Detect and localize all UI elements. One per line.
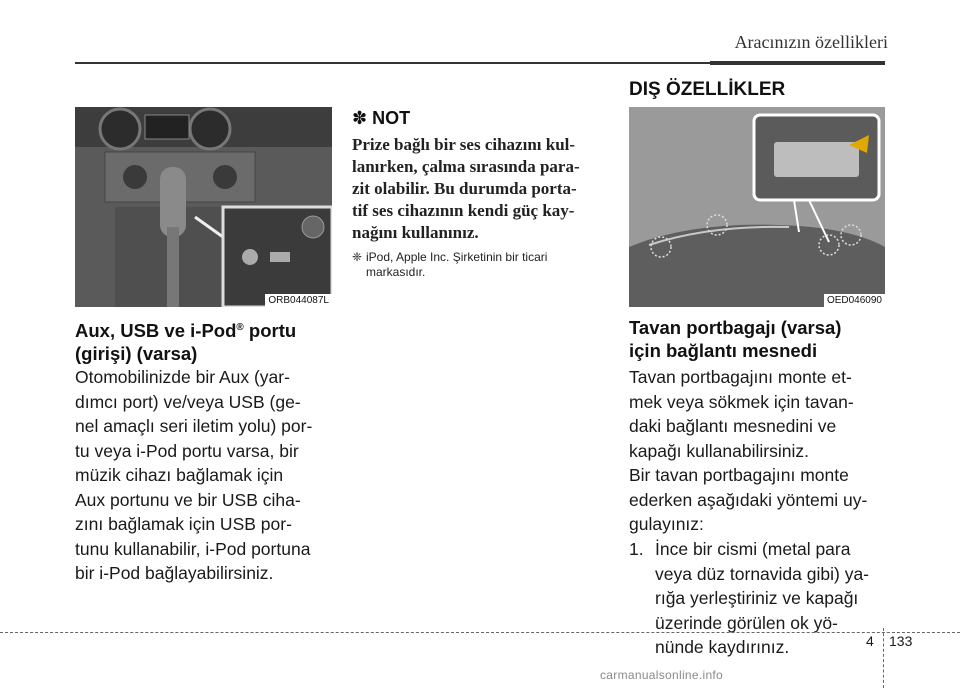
text-line: tu veya i-Pod portu varsa, bir (75, 440, 299, 461)
roof-mount-heading (629, 316, 887, 362)
text-line: İnce bir cismi (metal para (655, 539, 851, 559)
text-line: tunu kullanabilir, i-Pod portuna (75, 538, 311, 559)
roof-mount-photo (629, 107, 885, 307)
photo-caption: ORB044087L (265, 294, 332, 307)
text-line: Tavan portbagajını monte et- (629, 367, 852, 387)
text-line: daki bağlantı mesnedini ve (629, 416, 837, 436)
note-title: NOT (372, 108, 411, 128)
section-title: DIŞ ÖZELLİKLER (629, 79, 786, 100)
trademark-footnote (352, 250, 608, 280)
text-line: üzerinde görülen ok yö- (655, 612, 838, 633)
watermark: carmanualsonline.info (600, 668, 724, 682)
footnote-line: markasıdır. (366, 265, 426, 279)
text-line: kapağı kullanabilirsiniz. (629, 440, 809, 461)
note-line: lanırken, çalma sırasında para- (352, 157, 580, 176)
aux-usb-heading (75, 316, 335, 365)
text-line: dımcı port) ve/veya USB (ge- (75, 391, 301, 412)
footnote-mark-icon: ❈ (352, 250, 363, 264)
console-illustration (75, 107, 332, 307)
text-line: gulayınız: (629, 514, 704, 534)
heading-text-a: Aux, USB ve i-Pod (75, 320, 237, 342)
text-line: bir i-Pod bağlayabilirsiniz. (75, 563, 274, 583)
text-line: Otomobilinizde bir Aux (yar- (75, 367, 290, 387)
footer-divider (883, 628, 884, 688)
chapter-number: 4 (866, 633, 874, 649)
heading-line: için bağlantı mesnedi (629, 340, 818, 361)
heading-line: Tavan portbagajı (varsa) (629, 317, 842, 338)
note-star-icon: ✽ (352, 108, 368, 128)
note-body (352, 134, 608, 244)
note-line: tif ses cihazının kendi güç kay- (352, 201, 575, 220)
page-number: 133 (889, 633, 913, 649)
footnote-line: iPod, Apple Inc. Şirketinin bir ticari (366, 250, 548, 264)
text-line: mek veya sökmek için tavan- (629, 391, 854, 412)
list-number: 1. (629, 539, 644, 559)
text-line: Bir tavan portbagajını monte (629, 465, 849, 485)
text-line: Aux portunu ve bir USB ciha- (75, 489, 301, 510)
text-line: nünde kaydırınız. (655, 637, 790, 657)
roof-mount-paragraph-2 (629, 463, 885, 537)
text-line: nel amaçlı seri iletim yolu) por- (75, 416, 313, 436)
aux-usb-paragraph (75, 365, 333, 586)
note-line: nağını kullanınız. (352, 223, 479, 242)
text-line: ederken aşağıdaki yöntemi uy- (629, 489, 868, 510)
roof-illustration (629, 107, 885, 307)
text-line: müzik cihazı bağlamak için (75, 465, 284, 485)
photo-caption: OED046090 (824, 294, 885, 307)
text-line: rığa yerleştiriniz ve kapağı (655, 588, 859, 608)
roof-mount-paragraph-1 (629, 365, 885, 463)
footer-rule (0, 632, 960, 633)
running-header: Aracınızın özellikleri (734, 32, 888, 52)
note-line: zit olabilir. Bu durumda porta- (352, 179, 577, 198)
header-rule-accent (710, 61, 885, 65)
heading-text-line2: (girişi) (varsa) (75, 343, 198, 365)
console-ports-photo (75, 107, 332, 307)
registered-mark: ® (236, 322, 244, 333)
note-heading (352, 108, 410, 129)
heading-text-b: portu (243, 320, 297, 342)
note-line: Prize bağlı bir ses cihazını kul- (352, 135, 576, 154)
text-line: veya düz tornavida gibi) ya- (655, 563, 869, 584)
roof-mount-step-1 (629, 537, 885, 660)
text-line: zını bağlamak için USB por- (75, 514, 292, 534)
